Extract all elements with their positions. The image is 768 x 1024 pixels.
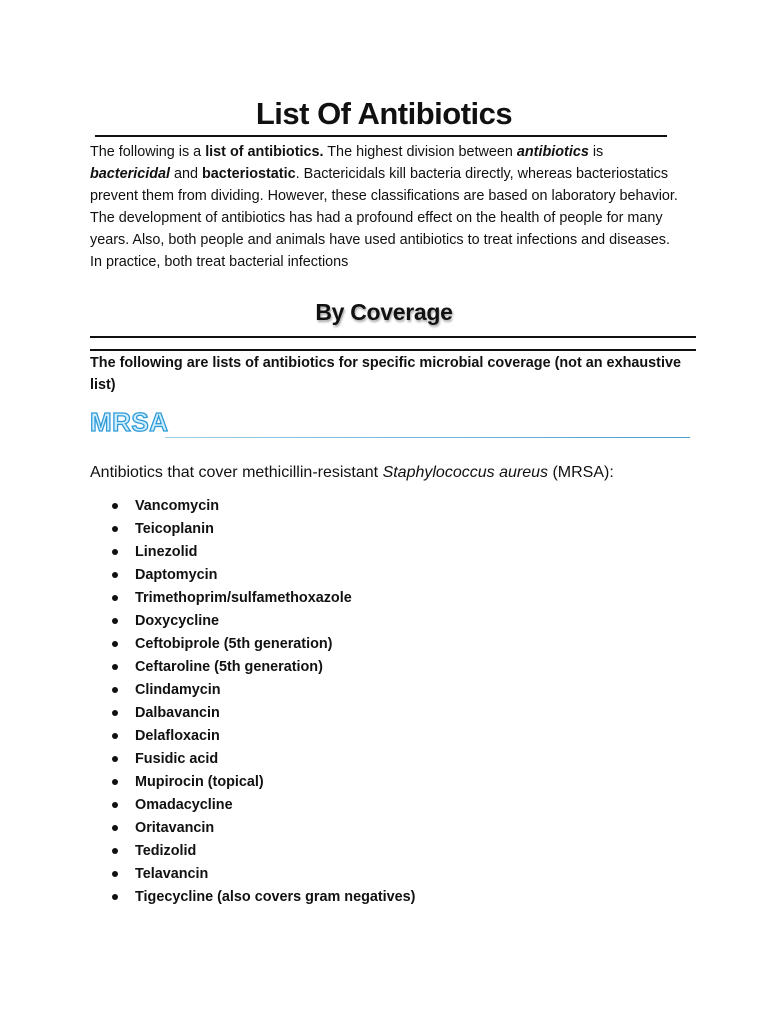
list-item bbox=[90, 564, 650, 587]
coverage-note: The following are lists of antibiotics for specific microbial coverage (not an exhaustive list) bbox=[90, 355, 681, 393]
list-item bbox=[90, 748, 650, 771]
drug-name: Omadacycline bbox=[135, 797, 233, 813]
list-item bbox=[90, 725, 650, 748]
subsection-rule bbox=[165, 437, 690, 438]
list-item bbox=[90, 840, 650, 863]
drug-name: Clindamycin bbox=[135, 682, 221, 698]
intro-text-1: The following is a bbox=[90, 144, 206, 160]
list-item bbox=[90, 863, 650, 886]
list-item bbox=[90, 610, 650, 633]
bullet-icon bbox=[112, 503, 118, 509]
bullet-icon bbox=[112, 641, 118, 647]
bullet-icon bbox=[112, 526, 118, 532]
list-item bbox=[90, 794, 650, 817]
bullet-icon bbox=[112, 802, 118, 808]
list-item bbox=[90, 587, 650, 610]
drug-name: Tigecycline (also covers gram negatives) bbox=[135, 889, 416, 905]
bullet-icon bbox=[112, 871, 118, 877]
intro-bold-italic-antibiotics: antibiotics bbox=[516, 144, 589, 160]
intro-text-2: The highest division between bbox=[323, 144, 517, 160]
mrsa-intro bbox=[90, 462, 614, 484]
drug-name: Vancomycin bbox=[135, 498, 219, 514]
list-item bbox=[90, 817, 650, 840]
intro-bold-italic-bactericidal: bactericidal bbox=[90, 166, 170, 182]
list-item bbox=[90, 656, 650, 679]
bullet-icon bbox=[112, 572, 118, 578]
drug-name: Linezolid bbox=[135, 544, 198, 560]
mrsa-intro-species: Staphylococcus aureus bbox=[382, 464, 548, 481]
section-rule-top bbox=[90, 336, 696, 338]
list-item bbox=[90, 541, 650, 564]
bullet-icon bbox=[112, 825, 118, 831]
bullet-icon bbox=[112, 779, 118, 785]
intro-text-4: and bbox=[170, 166, 203, 182]
list-item bbox=[90, 495, 650, 518]
drug-name: Fusidic acid bbox=[135, 751, 219, 767]
mrsa-intro-pre: Antibiotics that cover methicillin-resistant bbox=[90, 464, 383, 481]
drug-name: Ceftaroline (5th generation) bbox=[135, 659, 323, 675]
intro-paragraph bbox=[90, 141, 680, 273]
section-rule-bottom bbox=[90, 349, 696, 351]
drug-name: Dalbavancin bbox=[135, 705, 220, 721]
bullet-icon bbox=[112, 618, 118, 624]
subsection-heading-mrsa: MRSA bbox=[90, 407, 169, 437]
drug-name: Ceftobiprole (5th generation) bbox=[135, 636, 333, 652]
intro-bold-bacteriostatic: bacteriostatic bbox=[202, 166, 296, 182]
drug-name: Trimethoprim/sulfamethoxazole bbox=[135, 590, 352, 606]
list-item bbox=[90, 886, 650, 909]
list-item bbox=[90, 702, 650, 725]
drug-name: Oritavancin bbox=[135, 820, 215, 836]
bullet-icon bbox=[112, 848, 118, 854]
list-item bbox=[90, 518, 650, 541]
drug-name: Delafloxacin bbox=[135, 728, 220, 744]
bullet-icon bbox=[112, 664, 118, 670]
mrsa-intro-post: (MRSA): bbox=[548, 464, 614, 481]
bullet-icon bbox=[112, 710, 118, 716]
bullet-icon bbox=[112, 756, 118, 762]
bullet-icon bbox=[112, 595, 118, 601]
list-item bbox=[90, 771, 650, 794]
drug-name: Teicoplanin bbox=[135, 521, 214, 537]
bullet-icon bbox=[112, 549, 118, 555]
list-item bbox=[90, 679, 650, 702]
bullet-icon bbox=[112, 687, 118, 693]
section-heading-by-coverage: By Coverage bbox=[315, 299, 453, 325]
bullet-icon bbox=[112, 894, 118, 900]
drug-name: Doxycycline bbox=[135, 613, 219, 629]
list-item bbox=[90, 633, 650, 656]
drug-name: Daptomycin bbox=[135, 567, 218, 583]
intro-text-3: is bbox=[588, 144, 604, 160]
mrsa-drug-list bbox=[90, 495, 650, 909]
title-underline bbox=[95, 135, 667, 137]
intro-bold-list: list of antibiotics. bbox=[205, 144, 324, 160]
drug-name: Tedizolid bbox=[135, 843, 197, 859]
drug-name: Telavancin bbox=[135, 866, 209, 882]
intro-text-5: . Bactericidals kill bacteria directly, whereas bacteriostatics prevent them from dividing. However, these classifications are based on laboratory behavior. The development of antibiotics has had a profound effect on the health of people for many years. Also, both people and animals have used antibiotics to treat infections and diseases. In practice, both treat bacterial infections bbox=[90, 166, 678, 270]
drug-name: Mupirocin (topical) bbox=[135, 774, 264, 790]
page-title: List Of Antibiotics bbox=[255, 96, 513, 131]
bullet-icon bbox=[112, 733, 118, 739]
